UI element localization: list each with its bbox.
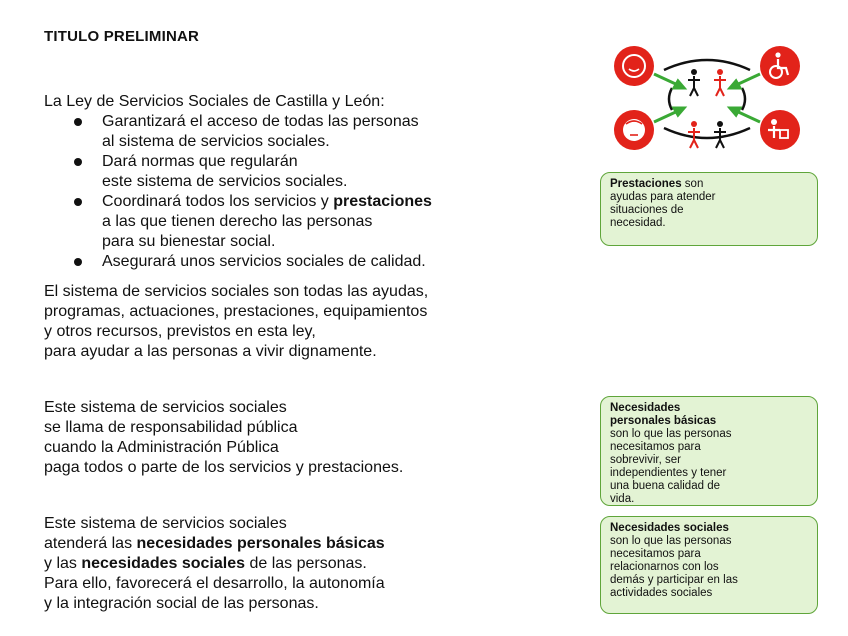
glossary-box-necesidades-sociales <box>600 516 818 614</box>
list-item <box>44 152 432 192</box>
glossary-line: actividades sociales <box>610 587 713 599</box>
bold-term: necesidades sociales <box>81 555 245 572</box>
glossary-line: ayudas para atender <box>610 191 716 203</box>
list-item-line: a las que tienen derecho las personas <box>102 213 373 230</box>
list-item-line: para su bienestar social. <box>102 233 276 250</box>
list-item <box>44 252 432 272</box>
glossary-term: Prestaciones <box>610 178 682 190</box>
paragraph-line: y la integración social de las personas. <box>44 595 319 612</box>
paragraph-line: se llama de responsabilidad pública <box>44 419 298 436</box>
list-item <box>44 192 432 252</box>
intro-section <box>44 92 432 272</box>
face-icon <box>614 46 654 86</box>
glossary-line: necesitamos para <box>610 548 701 560</box>
glossary-line: son lo que las personas <box>610 535 732 547</box>
list-item-line: este sistema de servicios sociales. <box>102 173 348 190</box>
paragraph-line: Este sistema de servicios sociales <box>44 515 287 532</box>
wheelchair-icon <box>760 46 800 86</box>
caregiver-icon <box>760 110 800 150</box>
glossary-line: necesidad. <box>610 217 666 229</box>
paragraph-line <box>44 534 385 554</box>
paragraph-line: cuando la Administración Pública <box>44 439 279 456</box>
bold-term: prestaciones <box>333 193 432 210</box>
glossary-term: personales básicas <box>610 415 717 427</box>
elderly-face-icon <box>614 110 654 150</box>
list-item-line: Garantizará el acceso de todas las personas <box>102 113 419 130</box>
glossary-line: vida. <box>610 493 635 505</box>
glossary-term: Necesidades <box>610 402 681 414</box>
text-span: y las <box>44 555 82 572</box>
list-item <box>44 112 432 152</box>
glossary-line: una buena calidad de <box>610 480 720 492</box>
glossary-line: relacionarnos con los <box>610 561 719 573</box>
arc-bottom <box>664 128 750 138</box>
glossary-line: situaciones de <box>610 204 684 216</box>
glossary-box-necesidades-basicas <box>600 396 818 506</box>
glossary-line: sobrevivir, ser <box>610 454 681 466</box>
glossary-box-prestaciones <box>600 172 818 246</box>
list-item-line: Asegurará unos servicios sociales de calidad. <box>102 253 426 270</box>
paragraph-line: programas, actuaciones, prestaciones, equipamientos <box>44 303 428 320</box>
paragraph-line: Este sistema de servicios sociales <box>44 399 287 416</box>
paragraph-line: para ayudar a las personas a vivir dignamente. <box>44 343 377 360</box>
bullet-list <box>44 112 432 272</box>
text-span: Coordinará todos los servicios y <box>102 193 334 210</box>
text-span: son <box>681 178 704 190</box>
paragraph-line: El sistema de servicios sociales son todas las ayudas, <box>44 283 429 300</box>
paragraph-line: y otros recursos, previstos en esta ley, <box>44 323 316 340</box>
glossary-term: Necesidades sociales <box>610 522 729 534</box>
text-span: atenderá las <box>44 535 137 552</box>
bold-term: necesidades personales básicas <box>136 535 385 552</box>
paragraph-line: Para ello, favorecerá el desarrollo, la autonomía <box>44 575 385 592</box>
intro-text: La Ley de Servicios Sociales de Castilla y León: <box>44 93 385 110</box>
needs-paragraph <box>44 514 385 614</box>
list-item-line: Dará normas que regularán <box>102 153 298 170</box>
system-paragraph <box>44 282 428 362</box>
glossary-term-line <box>610 178 808 191</box>
paragraph-line <box>44 554 385 574</box>
social-services-illustration <box>602 42 812 154</box>
list-item-line: al sistema de servicios sociales. <box>102 133 330 150</box>
people-group-icon <box>688 69 726 148</box>
public-responsibility-paragraph <box>44 398 403 478</box>
list-item-line <box>102 192 432 212</box>
glossary-line: independientes y tener <box>610 467 727 479</box>
glossary-line: demás y participar en las <box>610 574 738 586</box>
glossary-line: son lo que las personas <box>610 428 732 440</box>
glossary-line: necesitamos para <box>610 441 701 453</box>
page-title: TITULO PRELIMINAR <box>44 28 200 45</box>
paragraph-line: paga todos o parte de los servicios y prestaciones. <box>44 459 404 476</box>
arc-top <box>664 60 750 70</box>
text-span: de las personas. <box>245 555 367 572</box>
